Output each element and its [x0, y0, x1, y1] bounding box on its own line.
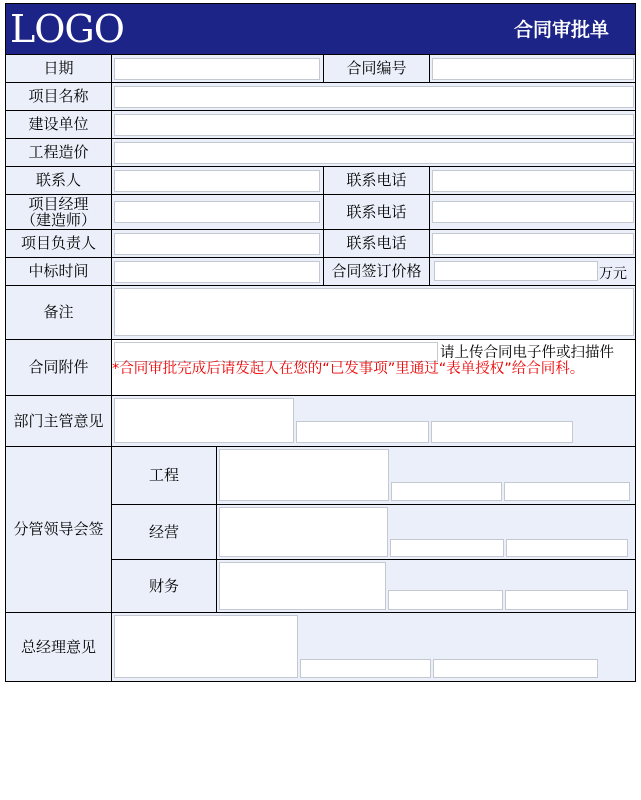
unit-label: 万元 [599, 266, 627, 282]
finance-date[interactable] [505, 590, 628, 610]
dept-head-date[interactable] [431, 421, 573, 443]
phone-input-1[interactable] [432, 170, 634, 192]
project-name-input[interactable] [114, 86, 634, 108]
owner-label: 项目负责人 [5, 229, 112, 258]
engineering-date[interactable] [504, 482, 630, 501]
leaders-label: 分管领导会签 [5, 446, 112, 613]
phone-label-3: 联系电话 [323, 229, 430, 258]
operations-signer[interactable] [390, 539, 504, 557]
cost-label: 工程造价 [5, 138, 112, 167]
operations-label: 经营 [111, 504, 217, 560]
remark-textarea[interactable] [114, 288, 634, 336]
logo: LOGO [10, 7, 124, 51]
date-input[interactable] [114, 58, 320, 80]
gm-date[interactable] [433, 659, 598, 678]
engineering-opinion[interactable] [219, 449, 389, 501]
dept-head-opinion[interactable] [114, 398, 294, 443]
builder-input[interactable] [114, 114, 634, 136]
project-name-label: 项目名称 [5, 82, 112, 111]
contract-no-input[interactable] [432, 58, 634, 80]
dept-head-signer[interactable] [296, 421, 429, 443]
file-upload-field[interactable] [114, 342, 438, 362]
finance-signer[interactable] [388, 590, 503, 610]
notice-text: *合同审批完成后请发起人在您的“已发事项”里通过“表单授权”给合同科。 [112, 361, 585, 377]
pm-input[interactable] [114, 201, 320, 223]
attachment-label: 合同附件 [5, 339, 112, 396]
operations-date[interactable] [506, 539, 628, 557]
form-title: 合同审批单 [513, 19, 609, 41]
finance-opinion[interactable] [219, 562, 386, 610]
contact-input[interactable] [114, 170, 320, 192]
sign-price-label: 合同签订价格 [323, 257, 430, 286]
builder-label: 建设单位 [5, 110, 112, 139]
gm-signer[interactable] [300, 659, 431, 678]
owner-input[interactable] [114, 233, 320, 255]
gm-label: 总经理意见 [5, 612, 112, 682]
bid-time-input[interactable] [114, 261, 320, 283]
date-label: 日期 [5, 54, 112, 83]
form-header [5, 3, 636, 55]
remark-label: 备注 [5, 285, 112, 340]
contact-label: 联系人 [5, 166, 112, 195]
cost-input[interactable] [114, 142, 634, 164]
finance-label: 财务 [111, 559, 217, 613]
contract-no-label: 合同编号 [323, 54, 430, 83]
pm-label: 项目经理 （建造师） [5, 194, 112, 230]
dept-head-label: 部门主管意见 [5, 395, 112, 447]
phone-label-1: 联系电话 [323, 166, 430, 195]
phone-input-3[interactable] [432, 233, 634, 255]
sign-price-input[interactable] [434, 261, 598, 281]
gm-opinion[interactable] [114, 615, 298, 678]
phone-label-2: 联系电话 [323, 194, 430, 230]
engineering-signer[interactable] [391, 482, 502, 501]
engineering-label: 工程 [111, 446, 217, 505]
bid-time-label: 中标时间 [5, 257, 112, 286]
phone-input-2[interactable] [432, 201, 634, 223]
operations-opinion[interactable] [219, 507, 388, 557]
upload-hint: 请上传合同电子件或扫描件 [440, 345, 614, 361]
